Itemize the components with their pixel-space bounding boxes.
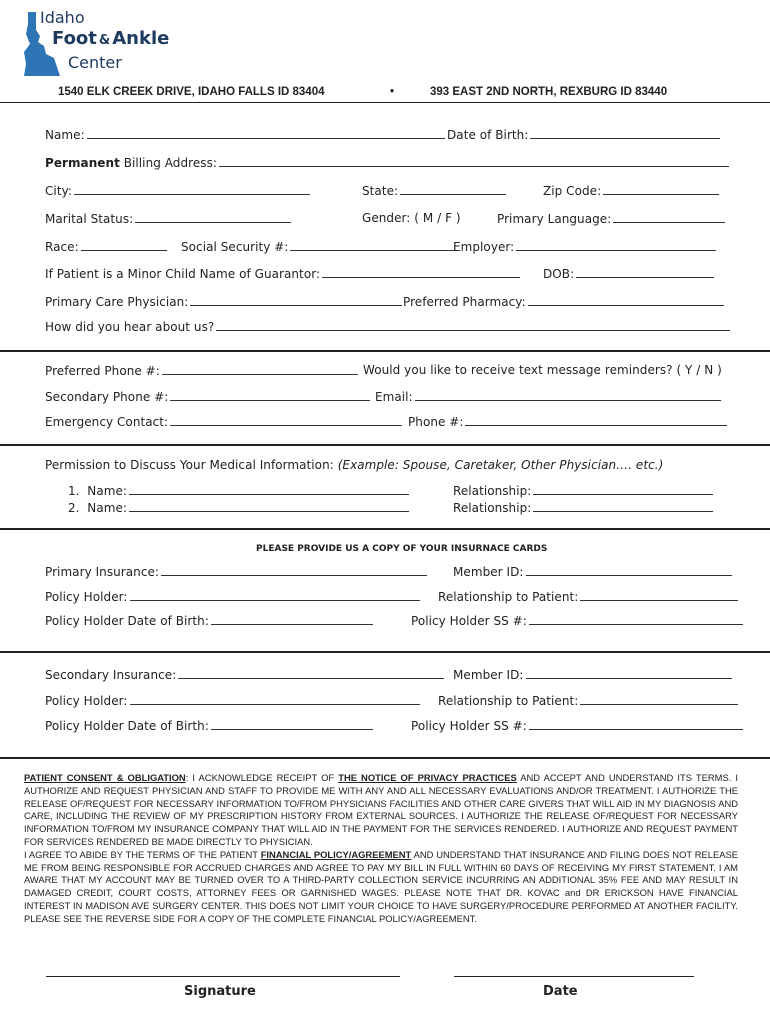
pharmacy-label: Preferred Pharmacy: <box>403 295 526 309</box>
dob-field[interactable] <box>447 127 720 142</box>
employer-field[interactable] <box>453 239 716 254</box>
ssn-label: Social Security #: <box>181 240 289 254</box>
secondary-insurance-field[interactable] <box>45 667 444 682</box>
text-reminders-label: Would you like to receive text message reminders? ( Y / N ) <box>363 363 722 377</box>
section-divider-insurance <box>0 528 770 530</box>
zip-field[interactable] <box>543 183 719 198</box>
preferred-phone-field[interactable] <box>45 363 358 378</box>
date-line[interactable] <box>454 976 694 977</box>
privacy-practices-link: THE NOTICE OF PRIVACY PRACTICES <box>338 772 517 783</box>
secondary-holder-ss-field[interactable] <box>411 718 743 733</box>
permission-name-label-1: Name: <box>87 484 127 498</box>
logo-line-foot-ankle <box>52 28 169 49</box>
primary-holder-ss-field[interactable] <box>411 613 743 628</box>
primary-insurance-label: Primary Insurance: <box>45 565 160 579</box>
billing-label: Billing Address: <box>123 156 217 170</box>
header-divider <box>0 102 770 103</box>
secondary-holder-ss-label: Policy Holder SS #: <box>411 719 527 733</box>
primary-member-id-field[interactable] <box>453 564 732 579</box>
secondary-holder-dob-field[interactable] <box>45 718 373 733</box>
billing-address-field[interactable] <box>45 155 729 170</box>
emergency-phone-field[interactable] <box>408 414 727 429</box>
emergency-label: Emergency Contact: <box>45 415 169 429</box>
state-field[interactable] <box>362 183 506 198</box>
permission-relationship-label-1: Relationship: <box>453 484 532 498</box>
permission-name-1-field[interactable] <box>68 483 409 498</box>
zip-label: Zip Code: <box>543 184 602 198</box>
race-field[interactable] <box>45 239 167 254</box>
referral-source-field[interactable] <box>45 319 730 334</box>
permission-number-2: 2. <box>68 501 80 515</box>
signature-line[interactable] <box>46 976 400 977</box>
marital-status-field[interactable] <box>45 211 291 226</box>
emergency-phone-label: Phone #: <box>408 415 464 429</box>
primary-relationship-field[interactable] <box>438 589 738 604</box>
permission-heading <box>45 458 663 472</box>
address-rexburg: 393 EAST 2ND NORTH, REXBURG ID 83440 <box>430 86 668 98</box>
consent-text-1a: : I ACKNOWLEDGE RECEIPT OF <box>185 772 339 783</box>
address-separator: • <box>390 86 395 98</box>
guarantor-dob-label: DOB: <box>543 267 575 281</box>
logo-word-foot: Foot <box>52 28 97 49</box>
permission-relationship-2-field[interactable] <box>453 500 713 515</box>
secondary-insurance-label: Secondary Insurance: <box>45 668 177 682</box>
section-divider-contact <box>0 350 770 352</box>
permission-name-2-field[interactable] <box>68 500 409 515</box>
billing-bold-label: Permanent <box>45 156 120 170</box>
pharmacy-field[interactable] <box>403 294 724 309</box>
permission-label: Permission to Discuss Your Medical Information: <box>45 458 334 472</box>
secondary-relationship-field[interactable] <box>438 693 738 708</box>
section-divider-secondary <box>0 651 770 653</box>
primary-holder-ss-label: Policy Holder SS #: <box>411 614 527 628</box>
emergency-contact-field[interactable] <box>45 414 402 429</box>
pcp-field[interactable] <box>45 294 402 309</box>
primary-relation-label: Relationship to Patient: <box>438 590 579 604</box>
consent-title: PATIENT CONSENT & OBLIGATION <box>24 772 186 783</box>
guarantor-dob-field[interactable] <box>543 266 714 281</box>
secondary-member-label: Member ID: <box>453 668 524 682</box>
patient-consent-text <box>24 772 738 926</box>
primary-member-label: Member ID: <box>453 565 524 579</box>
pcp-label: Primary Care Physician: <box>45 295 189 309</box>
financial-policy-link: FINANCIAL POLICY/AGREEMENT <box>260 848 412 860</box>
phone1-label: Preferred Phone #: <box>45 364 160 378</box>
secondary-phone-field[interactable] <box>45 389 370 404</box>
referral-label: How did you hear about us? <box>45 320 215 334</box>
state-label: State: <box>362 184 399 198</box>
logo-word-ankle: Ankle <box>112 28 170 49</box>
employer-label: Employer: <box>453 240 515 254</box>
primary-holder-dob-field[interactable] <box>45 613 373 628</box>
secondary-relation-label: Relationship to Patient: <box>438 694 579 708</box>
gender-label: Gender: ( M / F ) <box>362 211 461 225</box>
email-field[interactable] <box>375 389 721 404</box>
email-label: Email: <box>375 390 413 404</box>
primary-policy-holder-field[interactable] <box>45 589 420 604</box>
guarantor-label: If Patient is a Minor Child Name of Guarantor: <box>45 267 321 281</box>
insurance-card-note: PLEASE PROVIDE US A COPY OF YOUR INSURNACE CARDS <box>256 544 548 554</box>
logo-line-center: Center <box>68 53 122 72</box>
phone2-label: Secondary Phone #: <box>45 390 169 404</box>
permission-relationship-1-field[interactable] <box>453 483 713 498</box>
secondary-holder-label: Policy Holder: <box>45 694 128 708</box>
race-label: Race: <box>45 240 79 254</box>
language-label: Primary Language: <box>497 212 612 226</box>
ssn-field[interactable] <box>181 239 456 254</box>
text-reminders-field[interactable] <box>363 363 722 377</box>
permission-example: (Example: Spouse, Caretaker, Other Physician…. etc.) <box>337 458 664 472</box>
city-field[interactable] <box>45 183 310 198</box>
permission-name-label-2: Name: <box>87 501 127 515</box>
guarantor-field[interactable] <box>45 266 520 281</box>
clinic-logo <box>22 8 172 78</box>
section-divider-permission <box>0 444 770 446</box>
secondary-policy-holder-field[interactable] <box>45 693 420 708</box>
signature-label: Signature <box>184 984 256 999</box>
dob-label: Date of Birth: <box>447 128 529 142</box>
consent-text-2a: I AGREE TO ABIDE BY THE TERMS OF THE PATIENT <box>24 848 261 860</box>
primary-holder-dob-label: Policy Holder Date of Birth: <box>45 614 209 628</box>
primary-holder-label: Policy Holder: <box>45 590 128 604</box>
city-label: City: <box>45 184 72 198</box>
consent-text-2b: AND UNDERSTAND THAT INSURANCE AND FILING DOES NOT RELEASE ME FROM BEING RESPONSIBLE FOR ACCRUED CHARGES AND AGREE TO PAY MY BILL IN FULL WITHIN 60 DAYS OF RECEIVING MY FIRST STATEMENT. I AM AWARE THAT MY ACCOUNT MAY BE TURNED OVER TO A THIRD-PARTY COLLECTION SERVICE INCURRING AN ADDITIONAL 35% FEE AND MAY RESULT IN DAMAGED CREDIT, COURT COSTS, ATTORNEY FEES OR GARNISHED WAGES. PLEASE NOTE THAT DR. KOVAC and DR ERICKSON HAVE FINANCIAL INTEREST IN MADISON AVE SURGERY CENTER. THIS DOES NOT LIMIT YOUR CHOICE TO HAVE SURGERY/PROCEDURE PERFORMED AT ANOTHER FACILITY. PLEASE SEE THE REVERSE SIDE FOR A COPY OF THE COMPLETE FINANCIAL POLICY/AGREEMENT. <box>24 848 738 924</box>
logo-line-idaho: Idaho <box>40 8 85 27</box>
section-divider-consent <box>0 757 770 759</box>
primary-language-field[interactable] <box>497 211 725 226</box>
permission-number-1: 1. <box>68 484 80 498</box>
marital-label: Marital Status: <box>45 212 134 226</box>
address-idaho-falls: 1540 ELK CREEK DRIVE, IDAHO FALLS ID 83404 <box>58 86 325 98</box>
logo-ampersand: & <box>98 33 111 48</box>
primary-insurance-field[interactable] <box>45 564 427 579</box>
date-label: Date <box>543 984 578 999</box>
consent-text-1b: AND ACCEPT AND UNDERSTAND ITS TERMS. I AUTHORIZE AND REQUEST PHYSICIAN AND STAFF TO PROVIDE ME WITH ANY AND ALL NECESSARY EVALUATIONS AND/OR TREATMENT. I AUTHORIZE THE RELEASE OF/REQUEST FOR NECESSARY INFORMATION TO/FROM PHYSICIANS FACILITIES AND OTHER CARE GIVERS THAT WILL AID IN MY DIAGNOSIS AND CARE, INCLUDING THE REVIEW OF MY PRESCRIPTION HISTORY FROM EXTERNAL SOURCES. I AUTHORIZE THE RELEASE OF/REQUEST FOR NECESSARY INFORMATION TO/FROM MY INSURANCE COMPANY THAT WILL AID IN THE PAYMENT FOR THE SERVICES RENDERED. I AUTHORIZE AND REQUEST PAYMENT FOR SERVICES RENDERED BE MADE DIRECTLY TO PHYSICIAN. <box>24 772 738 847</box>
name-label: Name: <box>45 128 85 142</box>
permission-relationship-label-2: Relationship: <box>453 501 532 515</box>
gender-field[interactable] <box>362 211 461 225</box>
name-field[interactable] <box>45 127 445 142</box>
secondary-member-id-field[interactable] <box>453 667 732 682</box>
secondary-holder-dob-label: Policy Holder Date of Birth: <box>45 719 209 733</box>
